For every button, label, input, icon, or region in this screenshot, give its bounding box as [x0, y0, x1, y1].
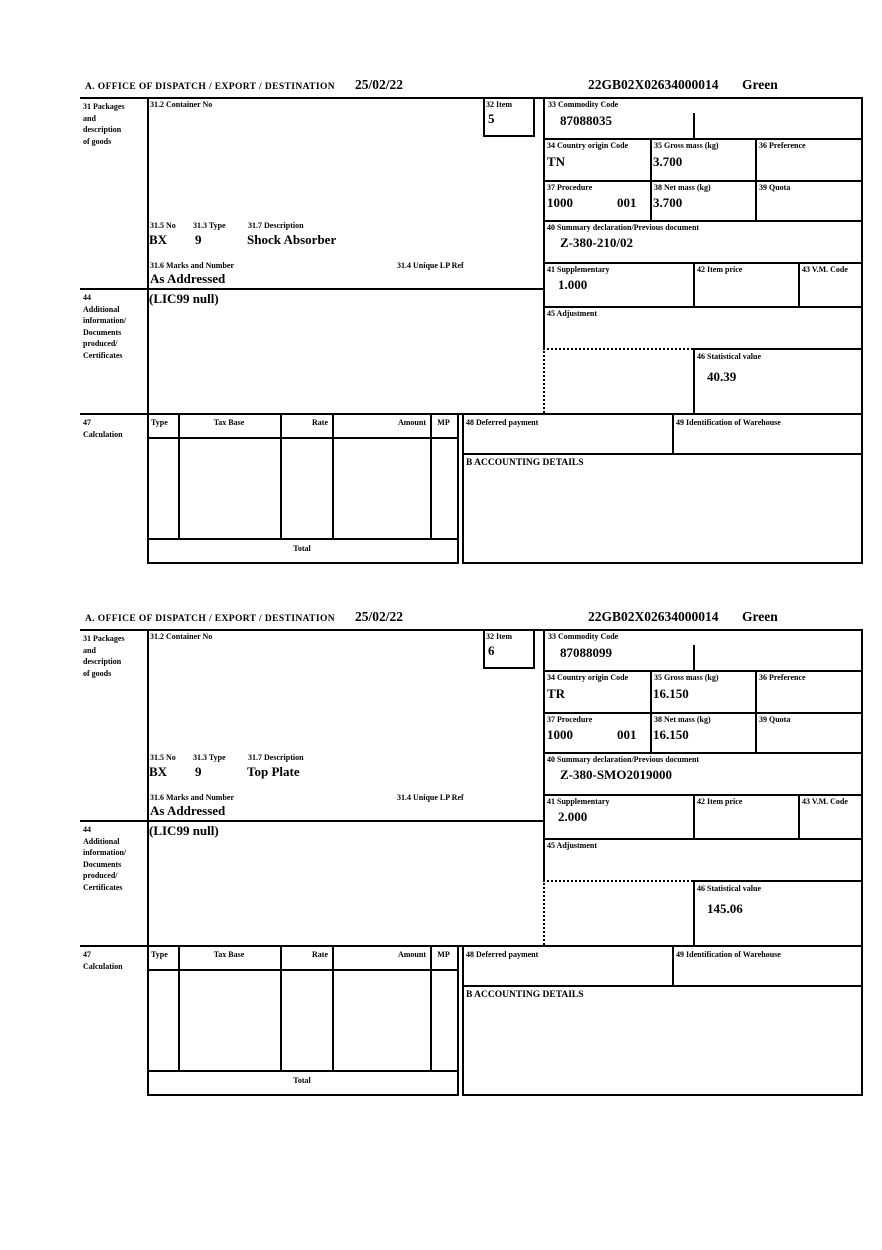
preference-label: 36 Preference [759, 141, 806, 150]
country-origin-label: 34 Country origin Code [547, 673, 629, 682]
warehouse-id-label: 49 Identification of Warehouse [676, 418, 781, 427]
divider [147, 437, 459, 439]
divider [693, 113, 695, 140]
procedure-code: 1000 [547, 195, 573, 210]
divider [462, 1094, 863, 1096]
packages-type: 9 [195, 232, 202, 247]
divider [80, 820, 545, 822]
marks-and-number: As Addressed [150, 271, 226, 286]
divider [693, 794, 695, 840]
previous-document: Z-380-210/02 [560, 235, 633, 250]
divider [430, 945, 432, 1070]
box44-label: 44 Additional information/ Documents produced/ Certificates [83, 825, 127, 892]
packages-no-label: 31.5 No [150, 221, 176, 230]
tax-rate-header: Rate [312, 950, 328, 959]
deferred-payment-label: 48 Deferred payment [466, 418, 539, 427]
gross-mass-label: 35 Gross mass (kg) [654, 141, 719, 150]
supplementary-label: 41 Supplementary [547, 265, 610, 274]
packages-type-label: 31.3 Type [193, 221, 226, 230]
container-no-label: 31.2 Container No [150, 632, 213, 641]
tax-mp-header: MP [437, 950, 450, 959]
accounting-details-heading: B ACCOUNTING DETAILS [466, 990, 584, 1000]
unique-lp-ref-label: 31.4 Unique LP Ref [397, 793, 464, 802]
additional-information: (LIC99 null) [149, 291, 219, 306]
divider [543, 794, 863, 796]
divider [693, 348, 695, 413]
commodity-code-label: 33 Commodity Code [548, 632, 619, 641]
item-price-label: 42 Item price [697, 797, 743, 806]
marks-and-number: As Addressed [150, 803, 226, 818]
container-no-label: 31.2 Container No [150, 100, 213, 109]
divider [80, 945, 863, 947]
divider [755, 670, 757, 754]
box47-label: 47 Calculation [83, 418, 123, 439]
divider [332, 413, 334, 538]
office-of-dispatch-heading: A. OFFICE OF DISPATCH / EXPORT / DESTINATION [85, 614, 336, 624]
box31-label: 31 Packages and description of goods [83, 102, 125, 146]
declaration-item-section [80, 63, 863, 564]
dotted-divider [543, 348, 693, 350]
divider [693, 880, 695, 945]
divider [543, 838, 863, 840]
divider [462, 985, 863, 987]
description-label: 31.7 Description [248, 753, 304, 762]
procedure-additional-code: 001 [617, 727, 637, 742]
goods-description: Shock Absorber [247, 232, 337, 247]
statistical-value: 145.06 [707, 901, 743, 916]
divider [147, 538, 459, 540]
unique-lp-ref-label: 31.4 Unique LP Ref [397, 261, 464, 270]
item-number: 6 [488, 643, 495, 658]
divider [533, 629, 535, 669]
divider [147, 562, 459, 564]
divider [543, 629, 545, 882]
divider [80, 97, 863, 99]
divider [533, 97, 535, 137]
divider [755, 138, 757, 222]
divider [861, 629, 863, 1096]
packages-no: BX [149, 232, 168, 247]
divider [543, 752, 863, 754]
procedure-additional-code: 001 [617, 195, 637, 210]
divider [693, 348, 863, 350]
tax-type-header: Type [151, 418, 168, 427]
divider [483, 667, 535, 669]
vm-code-label: 43 V.M. Code [802, 797, 848, 806]
divider [462, 413, 464, 562]
divider [672, 413, 674, 453]
total-label: Total [293, 544, 311, 553]
divider [332, 945, 334, 1070]
routing-status: Green [742, 609, 778, 624]
warehouse-id-label: 49 Identification of Warehouse [676, 950, 781, 959]
divider [80, 413, 863, 415]
divider [147, 1094, 459, 1096]
item-label: 32 Item [486, 632, 512, 641]
gross-mass-label: 35 Gross mass (kg) [654, 673, 719, 682]
tax-amount-header: Amount [397, 950, 426, 959]
statistical-value: 40.39 [707, 369, 737, 384]
adjustment-label: 45 Adjustment [547, 841, 598, 850]
tax-rate-header: Rate [312, 418, 328, 427]
divider [798, 794, 800, 840]
quota-label: 39 Quota [759, 183, 791, 192]
divider [178, 413, 180, 538]
preference-label: 36 Preference [759, 673, 806, 682]
divider [543, 670, 863, 672]
total-label: Total [293, 1076, 311, 1085]
net-mass-label: 38 Net mass (kg) [654, 183, 711, 192]
net-mass: 16.150 [653, 727, 689, 742]
adjustment-label: 45 Adjustment [547, 309, 598, 318]
supplementary-units: 2.000 [558, 809, 588, 824]
country-origin-code: TN [547, 154, 566, 169]
vm-code-label: 43 V.M. Code [802, 265, 848, 274]
packages-type: 9 [195, 764, 202, 779]
divider [483, 629, 485, 669]
goods-description: Top Plate [247, 764, 300, 779]
divider [483, 97, 485, 137]
divider [457, 945, 459, 1094]
procedure-label: 37 Procedure [547, 715, 593, 724]
divider [147, 969, 459, 971]
packages-type-label: 31.3 Type [193, 753, 226, 762]
net-mass: 3.700 [653, 195, 683, 210]
box31-label: 31 Packages and description of goods [83, 634, 125, 678]
divider [457, 413, 459, 562]
packages-no-label: 31.5 No [150, 753, 176, 762]
statistical-value-label: 46 Statistical value [697, 884, 761, 893]
dotted-divider [543, 880, 693, 882]
office-of-dispatch-heading: A. OFFICE OF DISPATCH / EXPORT / DESTINATION [85, 82, 336, 92]
divider [462, 945, 464, 1094]
description-label: 31.7 Description [248, 221, 304, 230]
divider [798, 262, 800, 308]
previous-document-label: 40 Summary declaration/Previous document [547, 223, 700, 232]
country-origin-label: 34 Country origin Code [547, 141, 629, 150]
divider [462, 453, 863, 455]
dotted-divider [543, 348, 545, 413]
divider [80, 629, 863, 631]
divider [543, 138, 863, 140]
marks-label: 31.6 Marks and Number [150, 261, 235, 270]
divider [462, 562, 863, 564]
declaration-reference: 22GB02X02634000014 [588, 77, 719, 92]
quota-label: 39 Quota [759, 715, 791, 724]
country-origin-code: TR [547, 686, 566, 701]
statistical-value-label: 46 Statistical value [697, 352, 761, 361]
tax-mp-header: MP [437, 418, 450, 427]
divider [147, 629, 149, 1096]
routing-status: Green [742, 77, 778, 92]
commodity-code-label: 33 Commodity Code [548, 100, 619, 109]
marks-label: 31.6 Marks and Number [150, 793, 235, 802]
divider [483, 135, 535, 137]
divider [543, 180, 863, 182]
procedure-label: 37 Procedure [547, 183, 593, 192]
dotted-divider [543, 880, 545, 945]
procedure-code: 1000 [547, 727, 573, 742]
divider [280, 413, 282, 538]
divider [693, 262, 695, 308]
gross-mass: 16.150 [653, 686, 689, 701]
divider [861, 97, 863, 564]
previous-document: Z-380-SMO2019000 [560, 767, 672, 782]
divider [650, 138, 652, 222]
divider [672, 945, 674, 985]
divider [543, 712, 863, 714]
divider [693, 880, 863, 882]
supplementary-units: 1.000 [558, 277, 588, 292]
divider [543, 262, 863, 264]
box44-label: 44 Additional information/ Documents produced/ Certificates [83, 293, 127, 360]
tax-base-header: Tax Base [213, 950, 245, 959]
gross-mass: 3.700 [653, 154, 683, 169]
divider [147, 1070, 459, 1072]
item-number: 5 [488, 111, 495, 126]
item-price-label: 42 Item price [697, 265, 743, 274]
item-label: 32 Item [486, 100, 512, 109]
accounting-details-heading: B ACCOUNTING DETAILS [466, 458, 584, 468]
divider [80, 288, 545, 290]
divider [430, 413, 432, 538]
divider [543, 306, 863, 308]
tax-base-header: Tax Base [213, 418, 245, 427]
commodity-code: 87088099 [560, 645, 612, 660]
tax-type-header: Type [151, 950, 168, 959]
deferred-payment-label: 48 Deferred payment [466, 950, 539, 959]
divider [650, 670, 652, 754]
additional-information: (LIC99 null) [149, 823, 219, 838]
tax-amount-header: Amount [397, 418, 426, 427]
net-mass-label: 38 Net mass (kg) [654, 715, 711, 724]
previous-document-label: 40 Summary declaration/Previous document [547, 755, 700, 764]
divider [178, 945, 180, 1070]
declaration-item-section [80, 595, 863, 1096]
declaration-reference: 22GB02X02634000014 [588, 609, 719, 624]
supplementary-label: 41 Supplementary [547, 797, 610, 806]
packages-no: BX [149, 764, 168, 779]
declaration-date: 25/02/22 [355, 77, 404, 92]
declaration-date: 25/02/22 [355, 609, 404, 624]
divider [693, 645, 695, 672]
commodity-code: 87088035 [560, 113, 612, 128]
divider [280, 945, 282, 1070]
box47-label: 47 Calculation [83, 950, 123, 971]
divider [543, 97, 545, 350]
divider [147, 97, 149, 564]
divider [543, 220, 863, 222]
